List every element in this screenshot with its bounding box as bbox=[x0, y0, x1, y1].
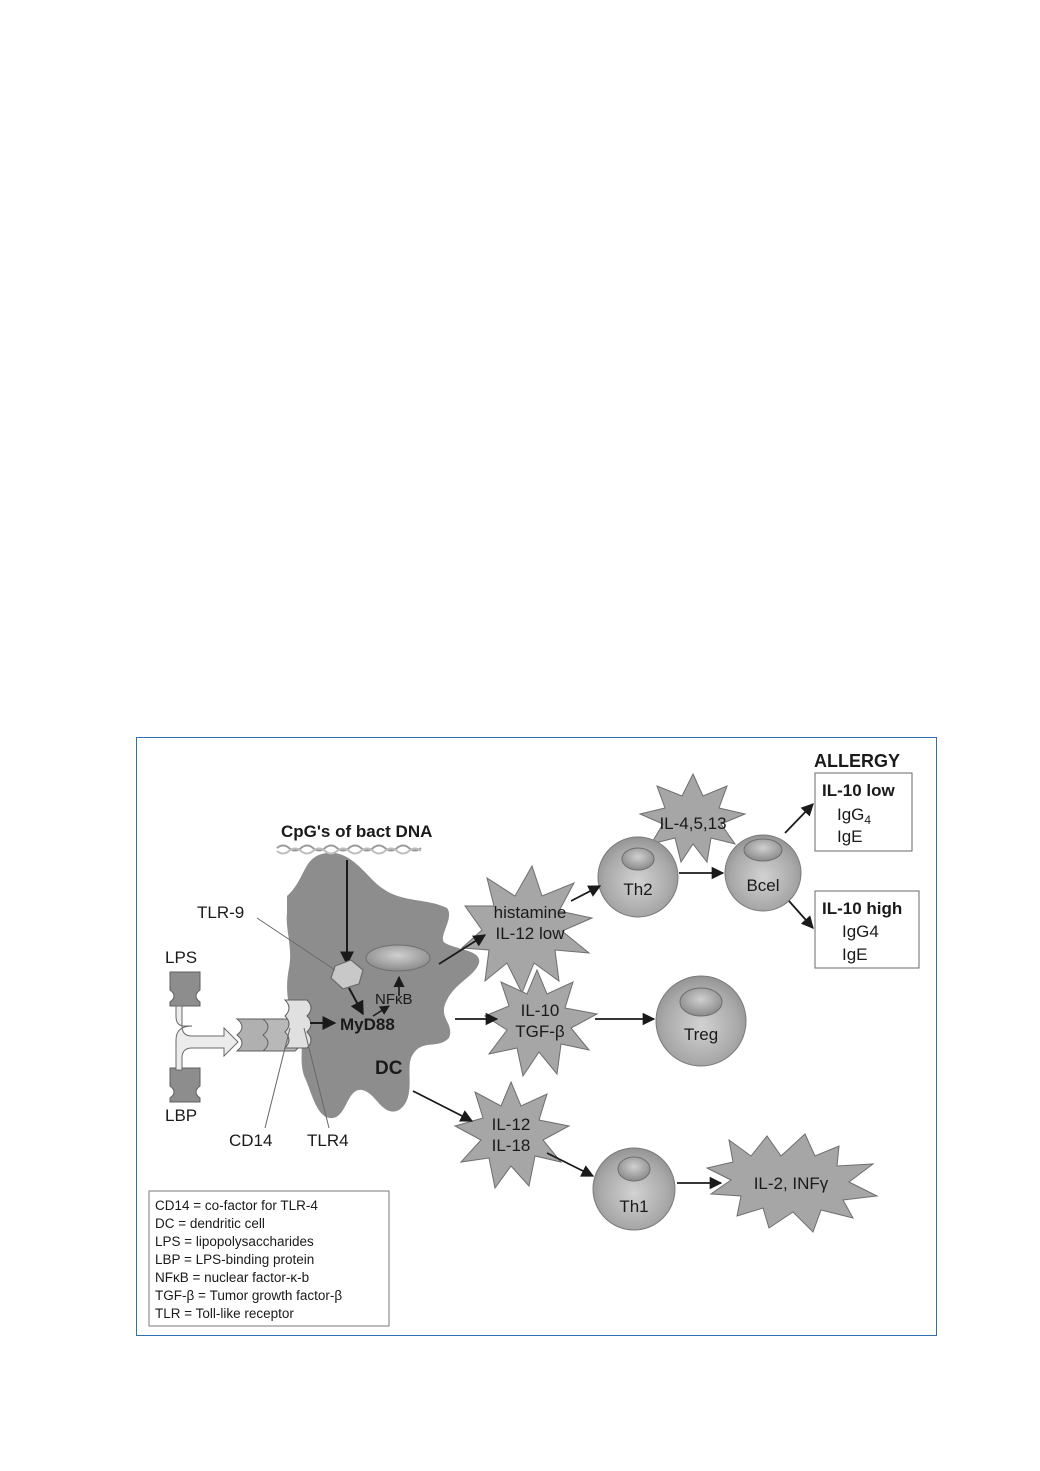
svg-text:IL-12 low: IL-12 low bbox=[495, 924, 565, 943]
cpg-label: CpG's of bact DNA bbox=[281, 822, 433, 841]
svg-text:IL-12: IL-12 bbox=[491, 1115, 531, 1134]
il10-low-ige: IgE bbox=[837, 827, 863, 846]
svg-text:IL-2, INFγ: IL-2, INFγ bbox=[753, 1174, 829, 1193]
svg-text:Th2: Th2 bbox=[623, 880, 653, 899]
svg-text:histamine: histamine bbox=[493, 903, 567, 922]
legend-item: LBP = LPS-binding protein bbox=[155, 1252, 315, 1267]
svg-text:Th1: Th1 bbox=[619, 1197, 649, 1216]
bcel-cell bbox=[725, 835, 801, 911]
svg-text:IL-18: IL-18 bbox=[491, 1136, 531, 1155]
legend-item: CD14 = co-factor for TLR-4 bbox=[155, 1198, 318, 1213]
lbp-label: LBP bbox=[165, 1106, 198, 1125]
myd88-label: MyD88 bbox=[340, 1015, 395, 1034]
il10-tgf-burst bbox=[485, 970, 597, 1076]
cd14-tlr4-receptor-icon bbox=[237, 1000, 311, 1051]
th1-cell bbox=[593, 1148, 675, 1230]
lps-label: LPS bbox=[165, 948, 198, 967]
tlr4-label: TLR4 bbox=[307, 1131, 349, 1150]
histamine-burst bbox=[462, 866, 592, 993]
il10-high-ige: IgE bbox=[842, 945, 868, 964]
legend-item: TGF-β = Tumor growth factor-β bbox=[155, 1288, 343, 1303]
immune-pathway-diagram bbox=[137, 738, 936, 1335]
il12-il18-burst bbox=[455, 1082, 569, 1188]
th2-cell bbox=[598, 837, 678, 917]
il10-high-igg: IgG4 bbox=[842, 922, 879, 941]
tlr9-label: TLR-9 bbox=[197, 903, 245, 922]
il10-high-title: IL-10 high bbox=[822, 899, 903, 918]
il10-low-igg: IgG$_4$ bbox=[837, 805, 872, 827]
dc-nucleus bbox=[366, 945, 430, 971]
treg-cell bbox=[656, 976, 746, 1066]
svg-text:IL-10: IL-10 bbox=[520, 1001, 560, 1020]
lps-molecule-icon bbox=[170, 972, 200, 1006]
svg-text:Treg: Treg bbox=[683, 1025, 719, 1044]
figure-frame bbox=[136, 737, 937, 1336]
cd14-label: CD14 bbox=[229, 1131, 273, 1150]
dc-label: DC bbox=[375, 1058, 403, 1079]
svg-text:TGF-β: TGF-β bbox=[515, 1022, 565, 1041]
legend-item: LPS = lipopolysaccharides bbox=[155, 1234, 314, 1249]
legend-item: NFκB = nuclear factor-κ-b bbox=[155, 1270, 310, 1285]
legend-item: TLR = Toll-like receptor bbox=[155, 1306, 294, 1321]
il10-low-title: IL-10 low bbox=[822, 781, 895, 800]
lps-binding-arrow bbox=[176, 1006, 238, 1070]
il2-infg-burst bbox=[707, 1134, 877, 1232]
svg-text:IL-4,5,13: IL-4,5,13 bbox=[659, 814, 727, 833]
svg-text:Bcel: Bcel bbox=[746, 876, 780, 895]
nfkb-label: NFκB bbox=[375, 991, 413, 1008]
lbp-molecule-icon bbox=[170, 1068, 200, 1102]
allergy-title: ALLERGY bbox=[814, 751, 901, 771]
legend-item: DC = dendritic cell bbox=[155, 1216, 265, 1231]
